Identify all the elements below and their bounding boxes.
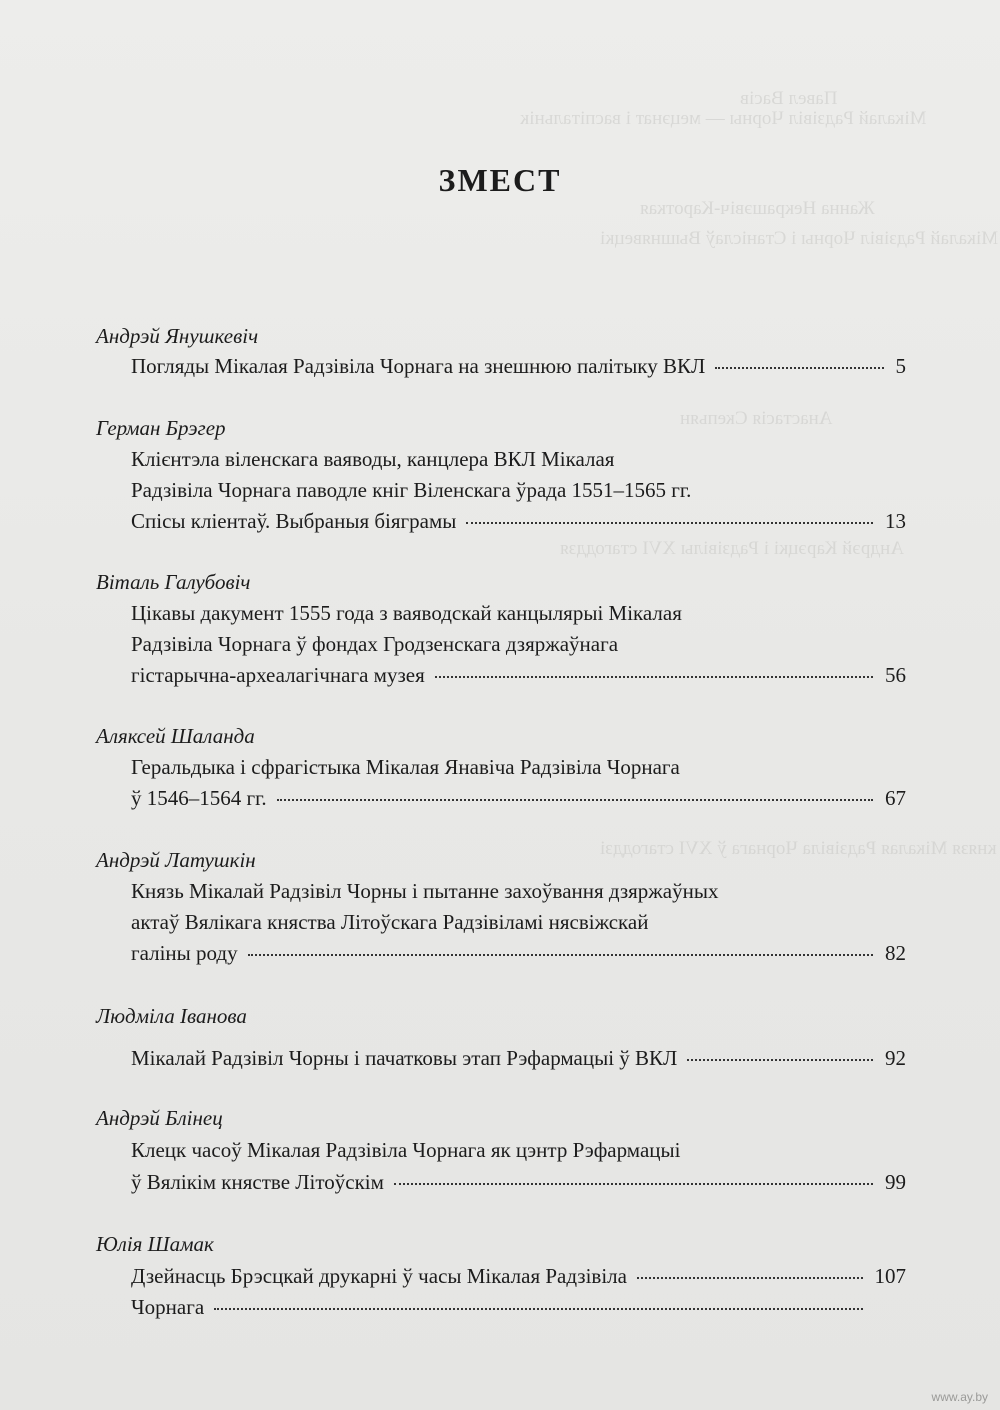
entry-title-line: [131, 509, 906, 534]
dot-leader: [637, 1277, 863, 1279]
entry-author: Андрэй Латушкін: [96, 848, 256, 872]
dot-leader: [435, 676, 873, 678]
entry-title-line: [131, 786, 906, 811]
entry-author: Андрэй Янушкевіч: [96, 324, 259, 348]
page-number: 92: [885, 1046, 906, 1070]
entry-title-line: актаў Вялікага княства Літоўскага Радзівіламі нясвіжскай: [131, 910, 649, 934]
page-number: 5: [895, 354, 906, 378]
entry-author: Юлія Шамак: [96, 1232, 214, 1256]
entry-title: Чорнага: [131, 1295, 205, 1319]
entry-title-line: [131, 1264, 906, 1289]
dot-leader: [277, 799, 873, 801]
entry-title-line: Радзівіла Чорнага паводле кніг Віленскага ўрада 1551–1565 гг.: [131, 478, 692, 502]
page-number: 82: [885, 941, 906, 965]
bleed-through-text: Павел Васів: [740, 88, 838, 109]
entry-title-line: [131, 1170, 906, 1195]
entry-title: Погляды Мікалая Радзівіла Чорнага на знешнюю палітыку ВКЛ: [131, 354, 706, 378]
dot-leader: [466, 522, 873, 524]
entry-title-line: Клієнтэла віленскага ваяводы, канцлера ВКЛ Мікалая: [131, 447, 615, 471]
entry-title: Мікалай Радзівіл Чорны і пачатковы этап Рэфармацыі ў ВКЛ: [131, 1046, 678, 1070]
entry-author: Аляксей Шаланда: [96, 724, 255, 748]
dot-leader: [214, 1308, 862, 1310]
entry-title: гістарычна-археалагічнага музея: [131, 663, 425, 687]
dot-leader: [394, 1183, 873, 1185]
entry-title-line: [131, 1046, 906, 1071]
entry-title-line: Радзівіла Чорнага ў фондах Гродзенскага дзяржаўнага: [131, 632, 619, 656]
bleed-through-text: Жанна Некрашэвіч-Кароткая: [640, 198, 875, 219]
entry-title: Дзейнасць Брэсцкай друкарні ў часы Мікалая Радзівіла: [131, 1264, 627, 1288]
entry-title-line: [131, 663, 906, 688]
entry-title: Спісы кліентаў. Выбраныя біяграмы: [131, 509, 457, 533]
dot-leader: [687, 1059, 873, 1061]
page-number: 13: [885, 509, 906, 533]
bleed-through-text: Анастасія Скепьян: [680, 408, 833, 429]
entry-author: Андрэй Блінец: [96, 1106, 223, 1130]
page-number: 56: [885, 663, 906, 687]
entry-author: Людміла Іванова: [96, 1004, 247, 1028]
entry-title-line: Клецк часоў Мікалая Радзівіла Чорнага як цэнтр Рэфармацыі: [131, 1138, 681, 1162]
entry-title-line: [131, 354, 906, 379]
entry-author: Віталь Галубовіч: [96, 570, 251, 594]
bleed-through-text: князя Мікалая Радзівіла Чорнага ў ХVI стагоддзі: [600, 838, 997, 859]
entry-title: галіны роду: [131, 941, 238, 965]
bleed-through-text: Андрэй Карэцкі і Радзівілы ХVI стагоддзя: [560, 538, 904, 559]
entry-title: ў Вялікім княстве Літоўскім: [131, 1170, 384, 1194]
entry-title-line: Князь Мікалай Радзівіл Чорны і пытанне захоўвання дзяржаўных: [131, 879, 719, 903]
bleed-through-text: Мікалай Радзівіл Чорны — мецэнат і васпітальнік: [520, 108, 927, 129]
entry-title-line: Геральдыка і сфрагістыка Мікалая Янавіча Радзівіла Чорнага: [131, 755, 680, 779]
watermark: www.ay.by: [931, 1390, 988, 1404]
entry-title-line: [131, 941, 906, 966]
page-number: 67: [885, 786, 906, 810]
page-number: 107: [874, 1264, 906, 1288]
entry-title: ў 1546–1564 гг.: [131, 786, 267, 810]
dot-leader: [715, 367, 883, 369]
entry-author: Герман Брэгер: [96, 416, 226, 440]
bleed-through-text: Мікалай Радзівіл Чорны і Станіслаў Вышнявецкі: [600, 228, 999, 249]
entry-title-line: [131, 1295, 906, 1320]
page-number: 99: [885, 1170, 906, 1194]
contents-title: ЗМЕСТ: [438, 162, 562, 198]
entry-title-line: Цікавы дакумент 1555 года з ваяводскай канцылярыі Мікалая: [131, 601, 682, 625]
dot-leader: [248, 954, 873, 956]
